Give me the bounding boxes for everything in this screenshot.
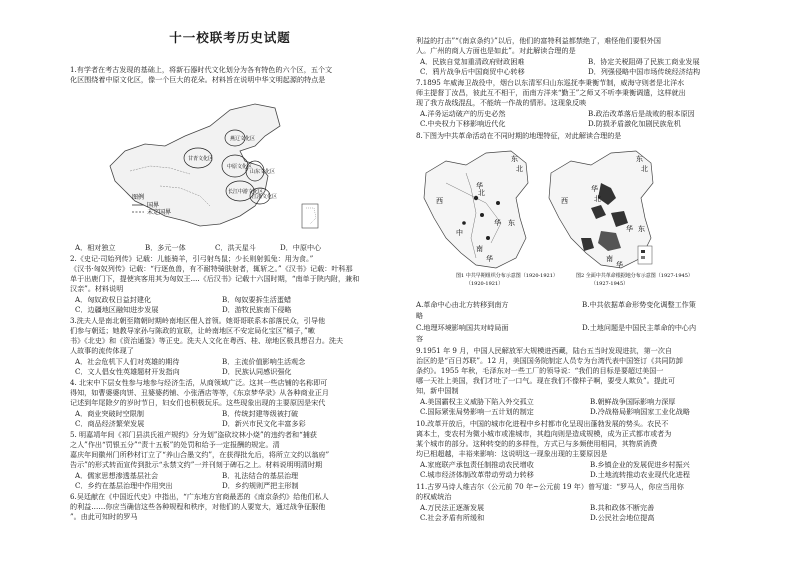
- q5-option-a: A．儒家思想渗透基层社会: [75, 471, 159, 480]
- q3-option-c: C．文人倡女性英雄题材开发指向: [75, 367, 180, 376]
- q2-line-2: 《汉书·匈奴列传》记载：“行逐鱼兽，有不耐特骑肤射者，辄斩之。”《汉书》记载：叶科那: [70, 264, 353, 273]
- q1-line-1: 1.有学者在考古发现的基础上，将新石器时代文化划分为各有特色的六个区，五个文: [70, 65, 333, 74]
- map-left-years: （1920-1921）: [466, 281, 504, 287]
- q1-option-d: D．中原中心: [280, 243, 322, 252]
- q8-option-d-cont: 容: [416, 334, 424, 343]
- q9-option-a: A.美国霸权主义威胁下陷入外交孤立: [420, 397, 534, 406]
- map-label: 华: [486, 255, 493, 263]
- map-label: 西: [561, 197, 568, 205]
- map-label: 华: [494, 219, 501, 227]
- q3-line-3: 书》《北史》和《资治通鉴》等正史。洗夫人文化在粤西、桂、琼地区极具想召力。洗夫: [70, 336, 344, 345]
- q10-option-b: B.乡镇企业的发展促进乡村振兴: [590, 460, 690, 469]
- q8-line-1: 8.下图为中共革命活动在不同时期的地理特征，对此解读合理的是: [416, 131, 622, 140]
- map-label: 东: [511, 155, 518, 163]
- map-label: 北: [594, 195, 601, 203]
- q3-line-1: 3.洗夫人是南北朝至隋朝时期岭南地区俚人首领。她哥哥联系本部落民众，引导他: [70, 316, 326, 325]
- q4-option-d: D．新兴市民文化丰富多彩: [222, 419, 306, 428]
- q1-option-a: A．相对独立: [75, 243, 116, 252]
- q3-option-b: B．主流价值影响生活观念: [222, 357, 306, 366]
- q2-option-b: B．匈奴要拆生活蛋蜡: [222, 295, 292, 304]
- q10-line-1: 10.改革开放后，中国的城市化进程中乡村都市化呈现出蓬勃发展的势头。农民不: [416, 419, 669, 428]
- q11-option-a: A.万民法正逐渐发展: [420, 503, 485, 512]
- q9-option-d: D.冷战格局影响国家工业化战略: [590, 407, 690, 416]
- map-label: 中: [456, 229, 463, 237]
- legend-box: [638, 246, 652, 264]
- q1-option-b: B．多元一体: [145, 243, 186, 252]
- map-label: 北: [516, 165, 523, 173]
- q10-option-a: A.家庭联产承包责任制推动农民增收: [420, 460, 534, 469]
- legend-item: 未定国界: [147, 209, 172, 216]
- q5-line-1: 5. 明嘉靖年间《祁门县洪氏祖产规约》分为划”盗砍坟林小烧”的违约者和“捕获: [70, 430, 317, 439]
- q8-option-c: C.地理环境影响国共对峙局面: [416, 323, 509, 332]
- map-label: 东: [636, 155, 643, 163]
- q2-option-d: D．游牧民族南下侵略: [222, 305, 292, 314]
- q2-line-4: 汉亲”。材料说明: [70, 284, 124, 293]
- map-label: 东: [638, 225, 645, 233]
- q7-option-c: C.中央权力下移影响近代化: [420, 119, 506, 128]
- region-label: 江浙文化区: [252, 194, 278, 200]
- org-marker: [496, 201, 500, 205]
- region-label: 中原文化区: [227, 164, 253, 170]
- map-label: 南: [606, 255, 613, 263]
- q8-option-a: A.革命中心由北方转移到南方: [416, 300, 509, 309]
- q3-option-a: A．社会危机下人们对英雄的期待: [75, 357, 180, 366]
- q11-line-2: 的权威统治: [416, 492, 452, 501]
- map-label: 华: [591, 185, 598, 193]
- q2-option-c: C．边疆地区融知进步发展: [75, 305, 159, 314]
- q4-line-2: 得知，如曹婆婆肉饼、丑婆婆药铺、小张酒店等等，《东京梦华录》从各种商业正月: [70, 388, 329, 397]
- q5-line-2: 之人”作出“罚银五分”“责十五板”的处罚和给予一定报酬的规定。清: [70, 440, 280, 449]
- q6-option-a: A．民族自觉加重清政府财政困难: [420, 57, 525, 66]
- q9-line-1: 9.1951 年 9 月，中国人民解放军大规模进西藏，陆台五当时发现进抗，第一次自: [416, 346, 673, 355]
- q8-option-d: D.土地问题是中国民主革命的中心内: [582, 323, 697, 332]
- q9-option-c: C.国际紧张局势影响一五计划的制定: [420, 407, 534, 416]
- q11-option-b: B.共和政体不断完善: [590, 503, 655, 512]
- map-label: 南: [476, 245, 483, 253]
- q4-option-a: A．商业突破时空限制: [75, 409, 144, 418]
- map-left: [424, 151, 558, 287]
- q5-line-3: 嘉庆年间徽州门所秒材订立了“养山合墨文约”，在获得批允后，将所立文约以翁府”: [70, 450, 330, 459]
- q8-option-b-cont: 略: [416, 311, 424, 320]
- q3-line-4: 人故事的流传体现了: [70, 346, 134, 355]
- q3-option-d: D．民族认同感识强化: [222, 367, 292, 376]
- ccp-revolution-maps: [416, 143, 693, 295]
- q4-option-c: C．商品经济繁荣发展: [75, 419, 145, 428]
- q6-line-2: 的利益……你应当确信这些各种规程和秩序，对他们的人要宽大，通过战争征服他: [70, 502, 326, 511]
- map-right: [549, 151, 693, 287]
- q9-option-b: B.朝鲜战争国际影响力深厚: [590, 397, 676, 406]
- q9-line-3: 条约》。1955 年秋，毛泽东对一些工厂的领导说：“我们的目标是要超过美国一: [416, 366, 664, 375]
- legend-title: 图例: [132, 194, 145, 201]
- map-label: 北: [641, 165, 648, 173]
- q6-cont-line-2: 人。广州的商人方面也是如此”。对此解读合理的是: [416, 46, 576, 55]
- q8-option-b: B.中共依据革命形势变化调整工作策: [582, 300, 696, 309]
- q5-option-d: D．乡约规则严把主形制: [222, 481, 299, 490]
- q6-cont-line-1: 利益的打击”“《南京条约》”以后，他们的富特利益都禁绝了，难怪他们要恨外国: [416, 36, 661, 45]
- q11-line-1: 11.古罗马诗人维吉尔（公元前 70 年~公元前 19 年）曾写道：“罗马人，你应当用你: [416, 482, 684, 491]
- q5-option-b: B．礼法结合的基层治理: [222, 471, 299, 480]
- org-marker: [486, 236, 490, 240]
- q6-option-c: C．鸦片战争后中国商贸中心转移: [420, 67, 525, 76]
- q9-line-4: 哪一天社上美国，我们才吐了一口气。现在我们不像样子啊，要受人欺负”。提此可: [416, 376, 675, 385]
- q7-line-3: 现了我方战线混乱，不能统一作战的情形。这现象反映: [416, 98, 587, 107]
- org-marker: [480, 213, 484, 217]
- page-title: 十一校联考历史试题: [169, 30, 291, 45]
- q4-line-3: 记述到年尾除夕的岁时节日，妇女们也积极玩乐。这些现象出现的主要原因是宋代: [70, 398, 326, 407]
- map-label: 东: [508, 219, 515, 227]
- q3-line-2: 们参与朝廷；她教导家孙与陈政的宣联，让岭南地区不安定局化宝区”稿子，”嗽: [70, 326, 315, 335]
- map-label: 华: [476, 182, 483, 190]
- china-neolithic-culture-map: [70, 96, 340, 238]
- q2-line-3: 单于出鹿门下，提使宾客用其为匈奴王....《后汉书》记载十六国时期，“南单于陕内附，兼和: [70, 274, 360, 283]
- q5-option-c: C．乡约在基层治理中作用突出: [75, 481, 173, 490]
- map-label: 华: [616, 261, 623, 269]
- region-label: 甘青文化区: [188, 156, 214, 162]
- q10-line-4: 均已相超越，丰裕来影响：这说明这一现象出现的主要原因是: [416, 449, 608, 458]
- q5-line-4: 告示”的形式转而宣传到批示“永禁文约”一并刊刻于碑石之上。材料说明明清时期: [70, 460, 323, 469]
- q6-option-b: B．协定关税阻碍了民族工商业发展: [588, 57, 700, 66]
- q9-line-2: 治区的是“百日苏联”。12 月，美国国务院制定人员专为台湾代表中国签订《共同防卸: [416, 356, 683, 365]
- map-left-caption: 图1 中共早期组织分布示意图（1920-1921）: [456, 273, 558, 279]
- region-label: 燕辽文化区: [230, 136, 256, 142]
- q4-line-1: 4. 北宋中下层女性参与地参与经济生活，从商领域广泛。这其一些店铺的名称即可: [70, 378, 328, 387]
- q7-line-1: 7.1895 年威海卫战役中，烟台以东清军归山东巡抚李秉衡节制，威海守则者是北洋水: [416, 78, 685, 87]
- q4-option-b: B．传统封建等级被打破: [222, 409, 299, 418]
- map-label: 北: [478, 189, 485, 197]
- q2-option-a: A．匈奴政权日益封建化: [75, 295, 152, 304]
- q11-option-c: C.社会矛盾有所缓和: [420, 513, 485, 522]
- q7-option-b: B.政治改革落后是战败的根本原因: [588, 109, 695, 118]
- map-label: 华: [626, 225, 633, 233]
- q10-option-d: D.土地流转推动农业现代化进程: [590, 470, 690, 479]
- org-marker: [462, 221, 466, 225]
- map-right-years: （1927-1945）: [591, 281, 629, 287]
- q10-option-c: C.城市经济体制改革带动劳动力转移: [420, 470, 534, 479]
- q7-option-a: A.洋务运动破产的历史必然: [420, 109, 506, 118]
- q6-option-d: D．列强侵略中国市场传统经济结构: [588, 67, 701, 76]
- q6-line-3: ”。由此可知时的罗马: [70, 512, 138, 521]
- q6-line-1: 6.吴廷献在《中国近代史》中指出，“广东地方官商最恶的《南京条约》给他们私人: [70, 492, 329, 501]
- region-label: 长江中游文化区: [228, 189, 264, 195]
- q2-line-1: 2.《史记·司始列传》记载：儿能骑羊，引弓射鸟鼠；少长则射狐兔：用为食。”: [70, 254, 314, 263]
- china-outline: [110, 104, 280, 226]
- q7-option-d: D.防损矛盾激化加剧民族危机: [588, 119, 681, 128]
- q7-line-2: 师主提督丁汝昌，彼此互不相干，而南方洋来“勤王”之师又不听李秉衡调遣，这样就出: [416, 88, 686, 97]
- q10-line-3: 某个城市的部分。这种转变的的多样性，方式已与多频使用相同，其物质消费: [416, 439, 658, 448]
- map-label: 西: [436, 197, 443, 205]
- region-label: 山东文化区: [250, 169, 276, 175]
- map-right-caption: 图2 全面中共革命根据地分布示意图（1927-1945）: [576, 273, 693, 279]
- q11-option-d: D.公民社会地位提高: [590, 513, 655, 522]
- q1-option-c: C．洪天星斗: [215, 243, 256, 252]
- q10-line-2: 离本土，变农村为微小城市或准城市，其趋向则是造成规模，成为正式都市或者为: [416, 429, 672, 438]
- legend-item: 国界: [147, 202, 160, 209]
- q9-line-5: 知，新中国制: [416, 386, 459, 395]
- q1-line-2: 化区围绕着中原文化区，像一个巨大的花朵。材料旨在说明中华文明起源的特点是: [70, 75, 326, 84]
